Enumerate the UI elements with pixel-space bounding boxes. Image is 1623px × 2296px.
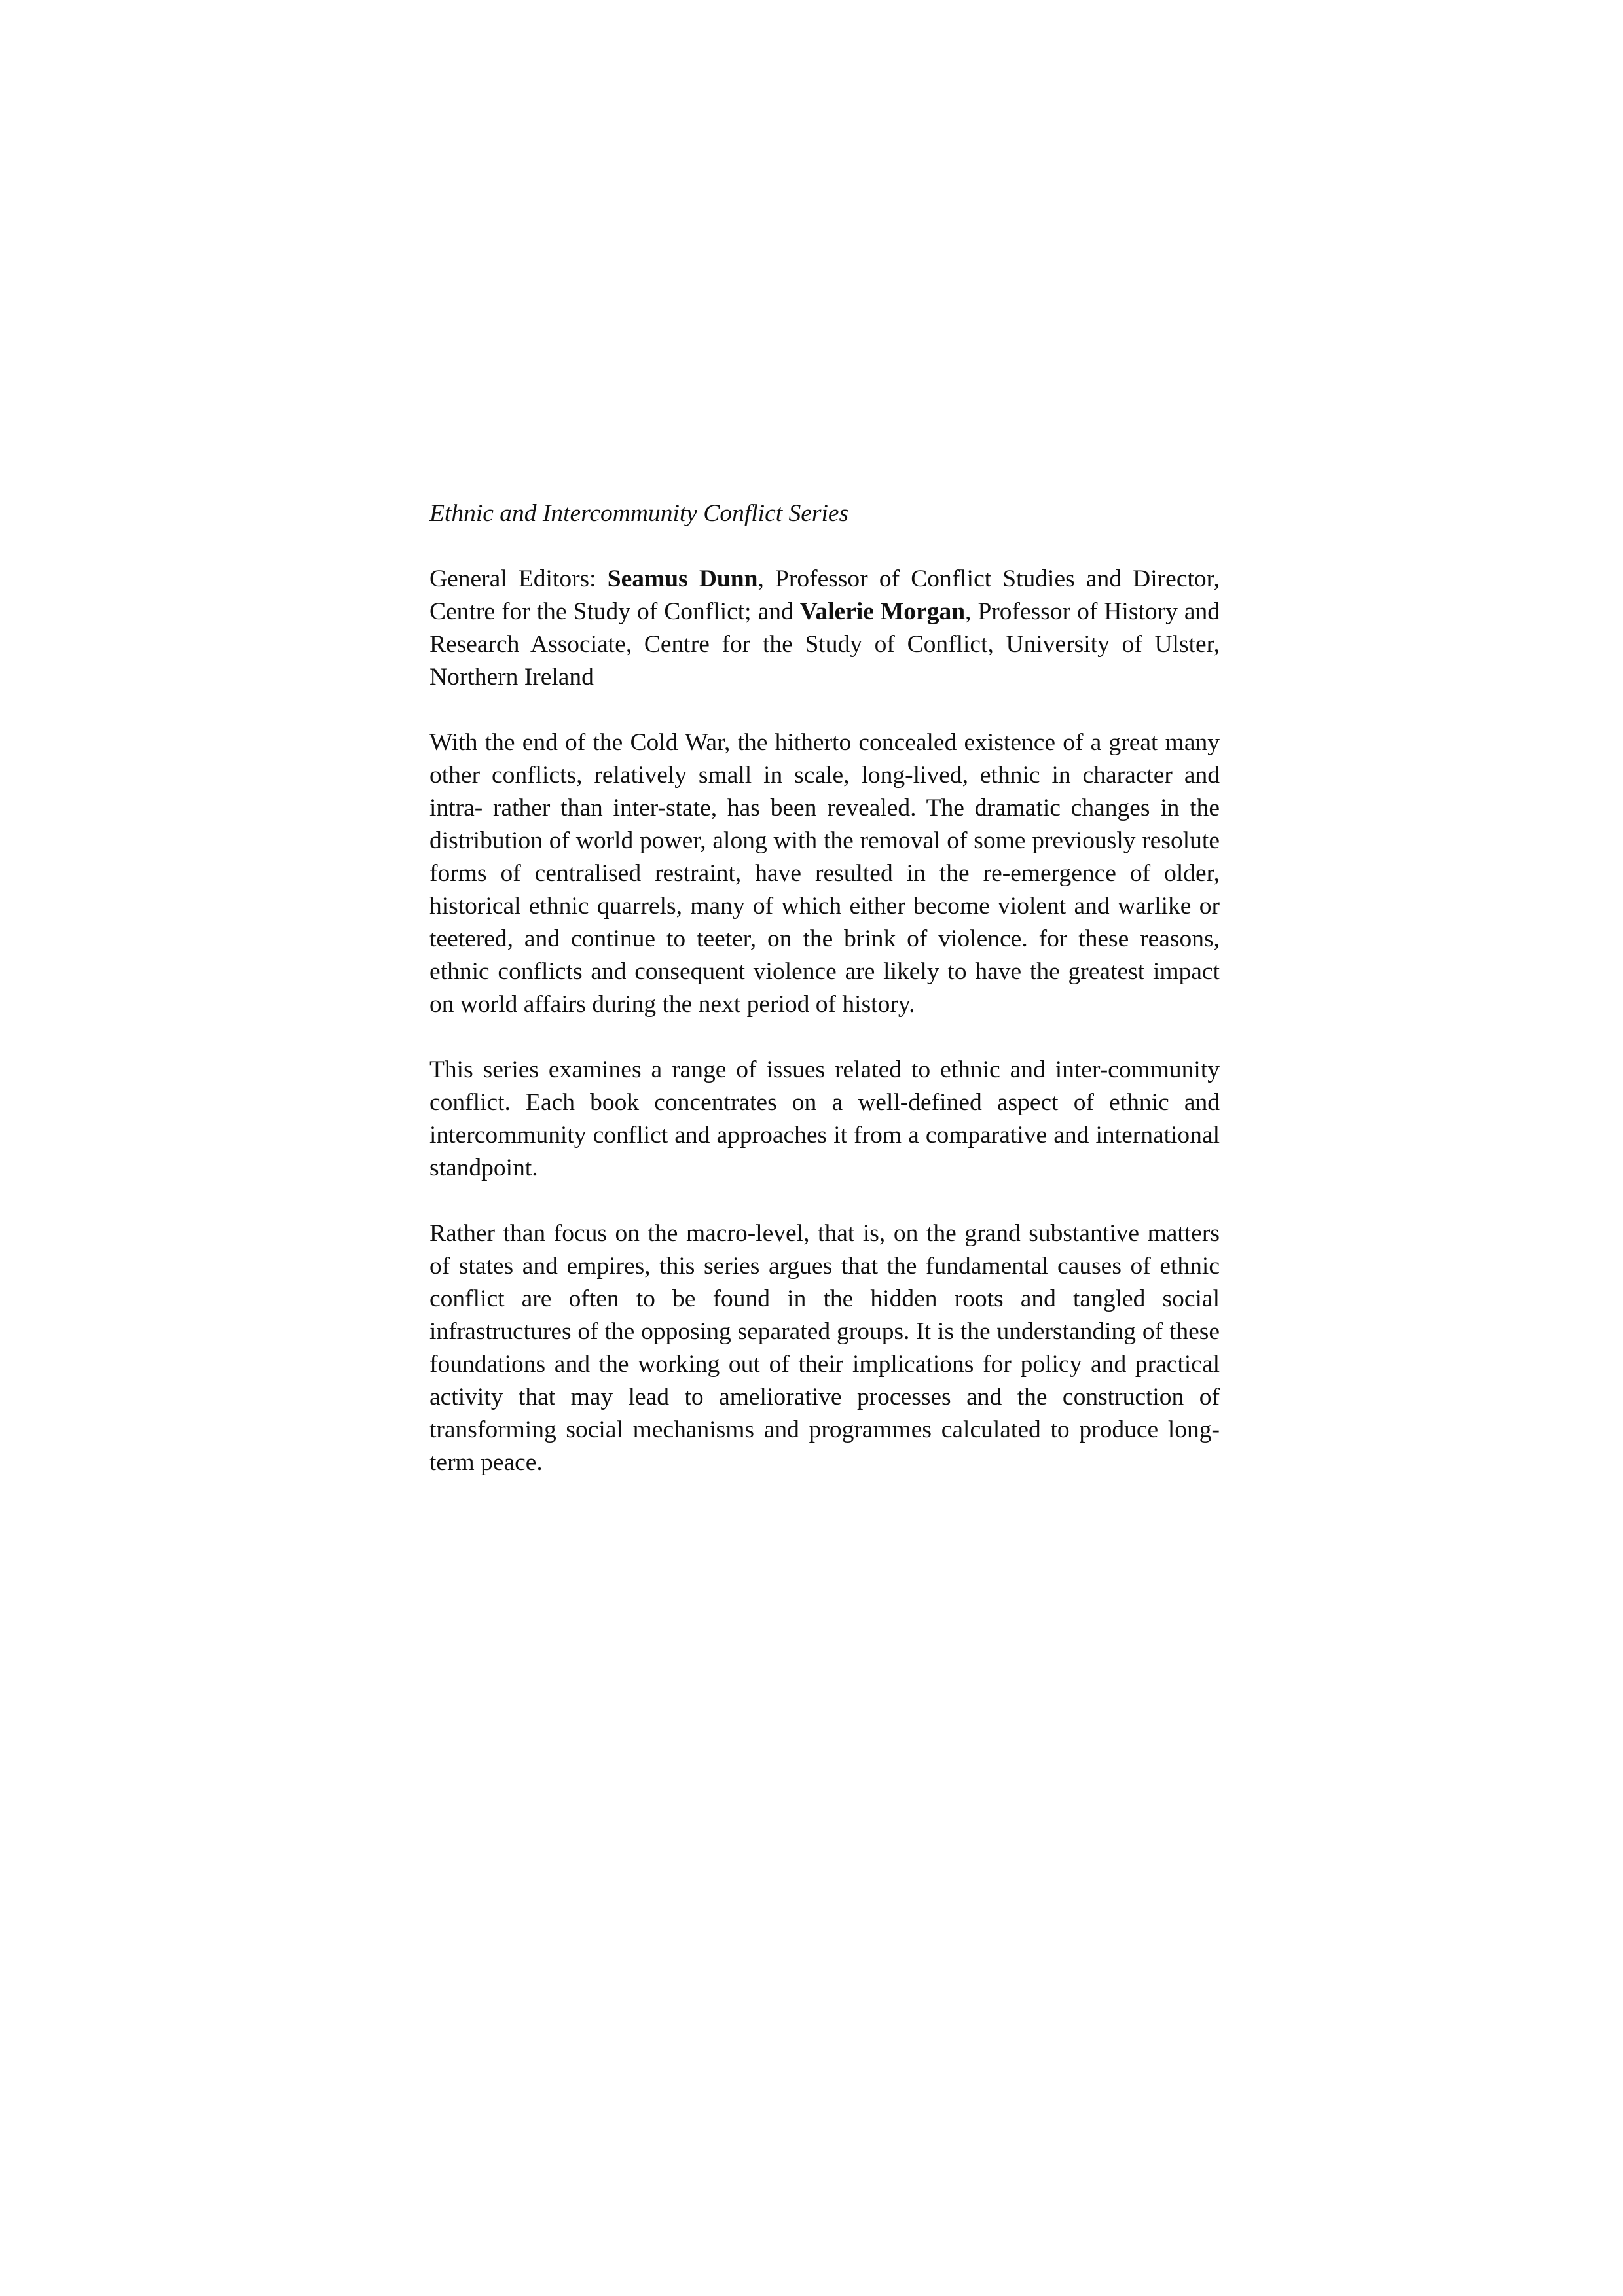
editor-name-dunn: Seamus Dunn: [607, 565, 758, 592]
series-title: Ethnic and Intercommunity Conflict Series: [429, 500, 849, 527]
series-scope-paragraph: This series examines a range of issues related to ethnic and inter-community conflict. Each book concentrates on a well-defined aspect of ethnic and intercommunity conflict and approaches it from a comparative and international standpoint.: [429, 1056, 1220, 1181]
page-content: [429, 497, 1220, 1512]
editors-label: General Editors:: [429, 565, 608, 592]
editor-desc-morgan: , Professor of History and Research Associate, Centre for the Study of Conflict, University of Ulster, Northern Ireland: [429, 598, 1220, 691]
editor-desc-dunn: , Professor of Conflict Studies and Director, Centre for the Study of Conflict; and: [429, 565, 1220, 625]
editor-name-morgan: Valerie Morgan: [799, 598, 966, 625]
general-editors-paragraph: [429, 563, 1220, 694]
series-argument-paragraph: Rather than focus on the macro-level, that is, on the grand substantive matters of states and empires, this series argues that the fundamental causes of ethnic conflict are often to be found in the hidden roots and tangled social infrastructures of the opposing separated groups. It is the understanding of these foundations and the working out of their implications for policy and practical activity that may lead to ameliorative processes and the construction of transforming social mechanisms and programmes calculated to produce long-term peace.: [429, 1220, 1220, 1476]
intro-paragraph: With the end of the Cold War, the hitherto concealed existence of a great many other conflicts, relatively small in scale, long-lived, ethnic in character and intra- rather than inter-state, has been revealed. The dramatic changes in the distribution of world power, along with the removal of some previously resolute forms of centralised restraint, have resulted in the re-emergence of older, historical ethnic quarrels, many of which either become violent and warlike or teetered, and continue to teeter, on the brink of violence. for these reasons, ethnic conflicts and consequent violence are likely to have the greatest impact on world affairs during the next period of history.: [429, 729, 1220, 1018]
